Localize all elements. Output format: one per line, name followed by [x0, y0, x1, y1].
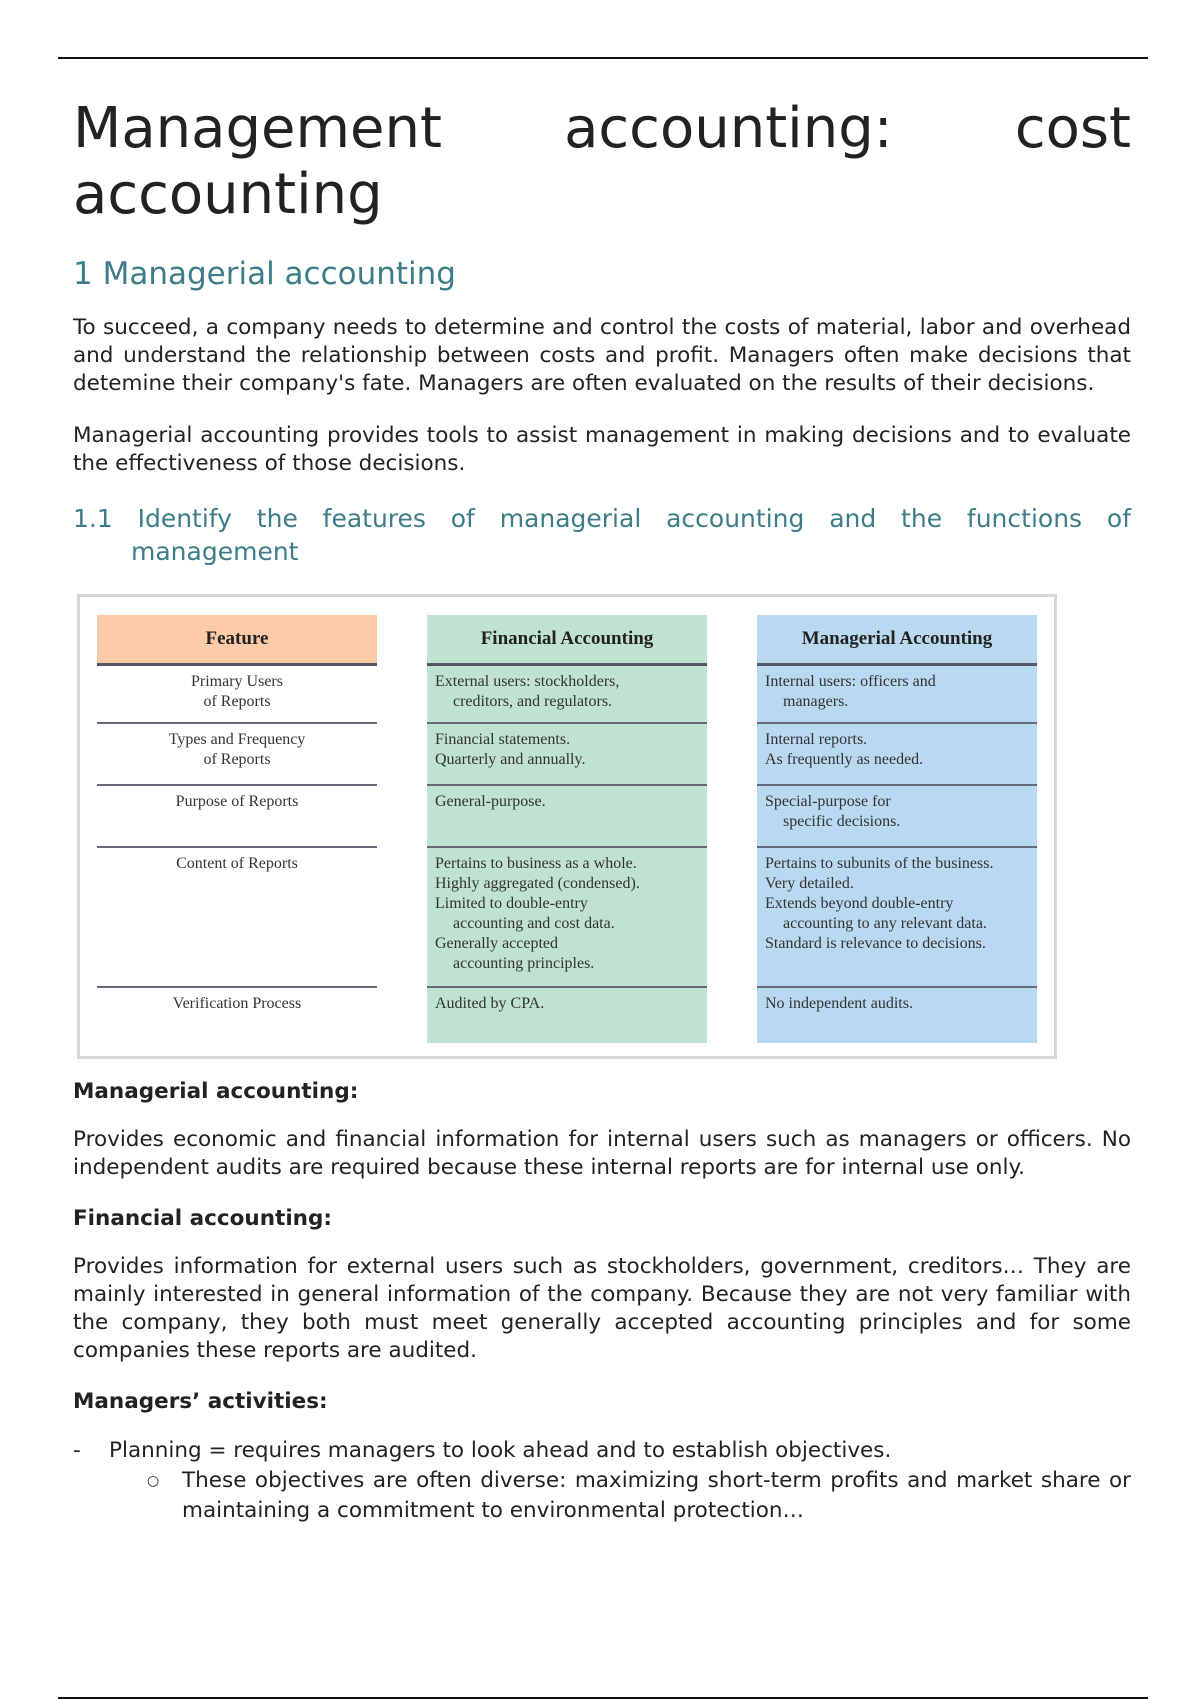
title-word: accounting: — [564, 96, 893, 161]
table-cell — [757, 848, 1037, 988]
table-cell — [427, 724, 707, 786]
cell-line: Very detailed. — [765, 875, 854, 892]
table-cell — [427, 988, 707, 1043]
cell-line: As frequently as needed. — [765, 751, 924, 768]
cell-line: specific decisions. — [783, 813, 901, 830]
paragraph: To succeed, a company needs to determine and control the costs of material, labor and overhead and understand the relationship between costs and profit. Managers often make decisions that detemine their company's fate. Managers are often evaluated on the results of their decisions. — [73, 315, 1131, 396]
list-item: - Planning = requires managers to look ahead and to establish objectives. — [73, 1436, 1131, 1466]
cell-line: accounting principles. — [453, 955, 595, 972]
title-line2: accounting — [73, 162, 383, 227]
cell-line: Internal users: officers and — [765, 673, 936, 690]
cell-line: creditors, and regulators. — [453, 693, 613, 710]
section-heading: 1 Managerial accounting — [73, 256, 456, 292]
table-cell — [427, 666, 707, 724]
column-managerial — [757, 615, 1037, 1043]
cell-line: Pertains to business as a whole. — [435, 855, 637, 872]
column-header: Financial Accounting — [427, 615, 707, 666]
cell-line: managers. — [783, 693, 849, 710]
bold-heading: Managers’ activities: — [73, 1389, 328, 1414]
table-cell: Primary Users of Reports — [97, 666, 377, 724]
column-header: Feature — [97, 615, 377, 666]
page-content — [73, 96, 1131, 1526]
bold-heading: Managerial accounting: — [73, 1079, 359, 1104]
cell-line: Extends beyond double-entry — [765, 895, 954, 912]
top-rule — [58, 57, 1148, 59]
paragraph: Provides economic and financial information for internal users such as managers or officers. No independent audits are required because these internal reports are for internal use only. — [73, 1127, 1131, 1180]
document-title — [73, 96, 1131, 228]
table-cell — [757, 786, 1037, 848]
table-cell: Verification Process — [172, 995, 302, 1012]
comparison-table-figure — [77, 594, 1057, 1059]
paragraph: Managerial accounting provides tools to assist management in making decisions and to evaluate the effectiveness of those decisions. — [73, 423, 1131, 476]
cell-line: Highly aggregated (condensed). — [435, 875, 640, 892]
title-word: Management — [73, 96, 442, 161]
cell-line: accounting to any relevant data. — [783, 915, 987, 932]
cell-line: External users: stockholders, — [435, 673, 620, 690]
cell-line: General-purpose. — [435, 793, 546, 810]
subsection-heading: 1.1 Identify the features of managerial accounting and the functions of management — [73, 504, 1131, 566]
bottom-rule — [58, 1697, 1148, 1699]
table-cell: Content of Reports — [97, 848, 377, 988]
table-cell: Purpose of Reports — [97, 786, 377, 848]
cell-line: Internal reports. — [765, 731, 868, 748]
cell-line: accounting and cost data. — [453, 915, 615, 932]
cell-line: Pertains to subunits of the business. — [765, 855, 994, 872]
table-cell — [757, 988, 1037, 1043]
table-cell — [427, 786, 707, 848]
cell-line: Financial statements. — [435, 731, 571, 748]
column-feature — [97, 615, 377, 1043]
cell-line: Standard is relevance to decisions. — [765, 935, 986, 952]
title-word: cost — [1014, 96, 1131, 161]
cell-line: No independent audits. — [765, 995, 913, 1012]
paragraph: Provides information for external users such as stockholders, government, creditors… They are mainly interested in general information of the company. Because they are not very familiar with the company, they both must meet generally accepted accounting principles and for some companies these reports are audited. — [73, 1254, 1131, 1363]
activities-list — [73, 1436, 1131, 1526]
cell-line: Special-purpose for — [765, 793, 891, 810]
cell-line: Generally accepted — [435, 935, 559, 952]
column-header: Managerial Accounting — [757, 615, 1037, 666]
table-cell — [427, 848, 707, 988]
bold-heading: Financial accounting: — [73, 1206, 332, 1231]
cell-line: Audited by CPA. — [435, 995, 545, 1012]
cell-line: Limited to double-entry — [435, 895, 588, 912]
sub-list-item: ○ These objectives are often diverse: maximizing short-term profits and market share or maintaining a commitment to environmental protection… — [73, 1466, 1131, 1526]
table-cell — [757, 666, 1037, 724]
cell-line: Quarterly and annually. — [435, 751, 586, 768]
table-cell: Types and Frequency of Reports — [97, 724, 377, 786]
table-cell — [757, 724, 1037, 786]
column-financial — [427, 615, 707, 1043]
